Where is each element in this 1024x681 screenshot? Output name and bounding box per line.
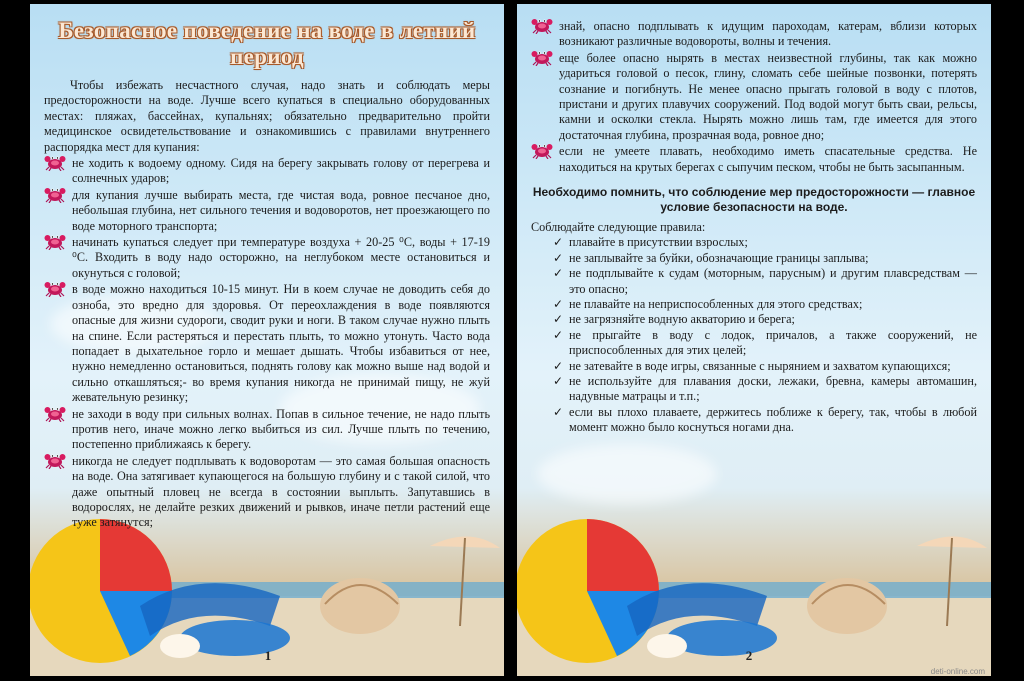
check-icon: ✓ — [553, 358, 564, 373]
rule-item — [531, 359, 977, 374]
bullet-text: еще более опасно нырять в местах неизвестной глубины, так как можно удариться головой о песок, глину, сломать себе шейные позвонки, потерять сознание и погибнуть. Не менее опасно прыгать головой в воду с плотов, пристани и других плавучих сооружений. Под водой могут быть сваи, рельсы, камни и осколки стекла. Нырять можно лишь там, где имеется для этого достаточная глубина, прозрачная вода, ровное дно; — [559, 50, 977, 142]
crab-icon — [531, 48, 553, 66]
bullet-item — [44, 188, 490, 234]
bullet-text: в воде можно находиться 10-15 минут. Ни в коем случае не доводить себя до озноба, это вредно для здоровья. От переохлаждения в воде появляются опасные для жизни судороги, сводит руки и ноги. В таком случае нужно плыть на спине. Если растеряться и перестать плыть, то можно утонуть. Часто вода попадает в дыхательное горло и мешает дышать. Чтобы избавиться от нее, нужно немедленно остановиться, поднять голову как можно выше над водой и сильно откашляться;- во время купания никогда не принимай пищу, не жуй жевательную резинку; — [72, 282, 490, 405]
bullet-text: не ходить к водоему одному. Сидя на берегу закрывать голову от перегрева и солнечных ударов; — [72, 156, 490, 186]
check-icon: ✓ — [553, 296, 564, 311]
bullet-item — [44, 454, 490, 531]
page-2 — [517, 4, 991, 676]
rule-text: не используйте для плавания доски, лежаки, бревна, камеры автомашин, надувные матрацы и т.п.; — [569, 373, 977, 404]
check-icon: ✓ — [553, 404, 564, 419]
bullet-text: начинать купаться следует при температуре воздуха + 20-25 ⁰С, воды + 17-19 ⁰С. Входить в воду надо осторожно, на неглубоком месте остановиться и окунуться с головой; — [72, 235, 490, 280]
rule-item — [531, 251, 977, 266]
rule-text: если вы плохо плаваете, держитесь поближе к берегу, так, чтобы в любой момент можно было коснуться ногами дна. — [569, 404, 977, 435]
bullet-item — [44, 407, 490, 453]
crab-icon — [531, 141, 553, 159]
rule-text: не заплывайте за буйки, обозначающие границы заплыва; — [569, 250, 869, 265]
check-icon: ✓ — [553, 312, 564, 327]
crab-icon — [44, 232, 66, 250]
rule-text: не прыгайте в воду с лодок, причалов, а также сооружений, не приспособленных для этих целей; — [569, 327, 977, 358]
crab-icon — [44, 279, 66, 297]
rule-text: не плавайте на неприспособленных для этого средствах; — [569, 296, 863, 311]
bullet-list — [531, 19, 977, 175]
rule-text: не загрязняйте водную акваторию и берега; — [569, 312, 795, 327]
rule-item — [531, 374, 977, 405]
check-icon: ✓ — [553, 266, 564, 281]
page-title: Безопасное поведение на воде в летний период — [58, 18, 476, 69]
check-icon: ✓ — [553, 373, 564, 388]
crab-icon — [44, 153, 66, 171]
rule-text: не подплывайте к судам (моторным, парусным) и другим плавсредствам — это опасно; — [569, 266, 977, 296]
rule-item — [531, 328, 977, 359]
rules-intro: Соблюдайте следующие правила: — [531, 219, 706, 234]
rule-item — [531, 312, 977, 327]
rule-item — [531, 405, 977, 436]
rule-item — [531, 266, 977, 297]
rule-text: плавайте в присутствии взрослых; — [569, 235, 748, 250]
watermark: deti-online.com — [930, 667, 985, 676]
bullet-item — [44, 282, 490, 405]
crab-icon — [44, 451, 66, 469]
rule-item — [531, 297, 977, 312]
bullet-text: не заходи в воду при сильных волнах. Попав в сильное течение, не надо плыть против него, иначе можно легко выбиться из сил. Лучше плыть по течению, постепенно приближаясь к берегу. — [72, 406, 490, 452]
bullet-text: никогда не следует подплывать к водоворотам — это самая большая опасность на воде. Она затягивает купающегося на большую глубину и с такой силой, что даже опытный пловец не всегда в состоянии выплыть. Запутавшись в водорослях, не делайте резких движений и рывков, иначе петли растений еще туже затянутся; — [72, 453, 490, 530]
safety-heading: Необходимо помнить, что соблюдение мер предосторожности — главное условие безопасности на воде. — [532, 185, 976, 215]
bullet-list — [44, 156, 490, 531]
check-icon: ✓ — [553, 327, 564, 342]
page-1-content — [44, 4, 490, 531]
bullet-item — [531, 144, 977, 175]
check-icon: ✓ — [553, 235, 564, 250]
bullet-item — [531, 51, 977, 143]
check-icon: ✓ — [553, 250, 564, 265]
crab-icon — [44, 185, 66, 203]
bullet-item — [531, 19, 977, 50]
page-number: 1 — [264, 648, 272, 663]
bullet-text: для купания лучше выбирать места, где чистая вода, ровное песчаное дно, небольшая глубина, нет сильного течения и водоворотов, нет проезжающего по воде моторного транспорта; — [72, 187, 490, 233]
page-1 — [30, 4, 504, 676]
rules-list — [531, 235, 977, 435]
intro-paragraph: Чтобы избежать несчастного случая, надо знать и соблюдать меры предосторожности на воде. Лучше всего купаться в специально оборудованных местах: пляжах, бассейнах, купальнях; обязательно предварительно пройти медицинское освидетельствование и ознакомившись с правилами внутреннего распорядка мест для купания: — [44, 78, 490, 154]
page-2-content — [531, 18, 977, 436]
bullet-item — [44, 235, 490, 281]
crab-icon — [531, 16, 553, 34]
page-number: 2 — [745, 648, 753, 663]
rule-text: не затевайте в воде игры, связанные с нырянием и захватом купающихся; — [569, 358, 951, 373]
bullet-text: если не умеете плавать, необходимо иметь спасательные средства. Не находиться на крутых берегах с сыпучим песком, чтобы не быть засыпанным. — [559, 144, 977, 174]
rule-item — [531, 235, 977, 250]
bullet-item — [44, 156, 490, 187]
bullet-text: знай, опасно подплывать к идущим пароходам, катерам, вблизи которых возникают различные водовороты, волны и течения. — [559, 19, 977, 49]
crab-icon — [44, 404, 66, 422]
